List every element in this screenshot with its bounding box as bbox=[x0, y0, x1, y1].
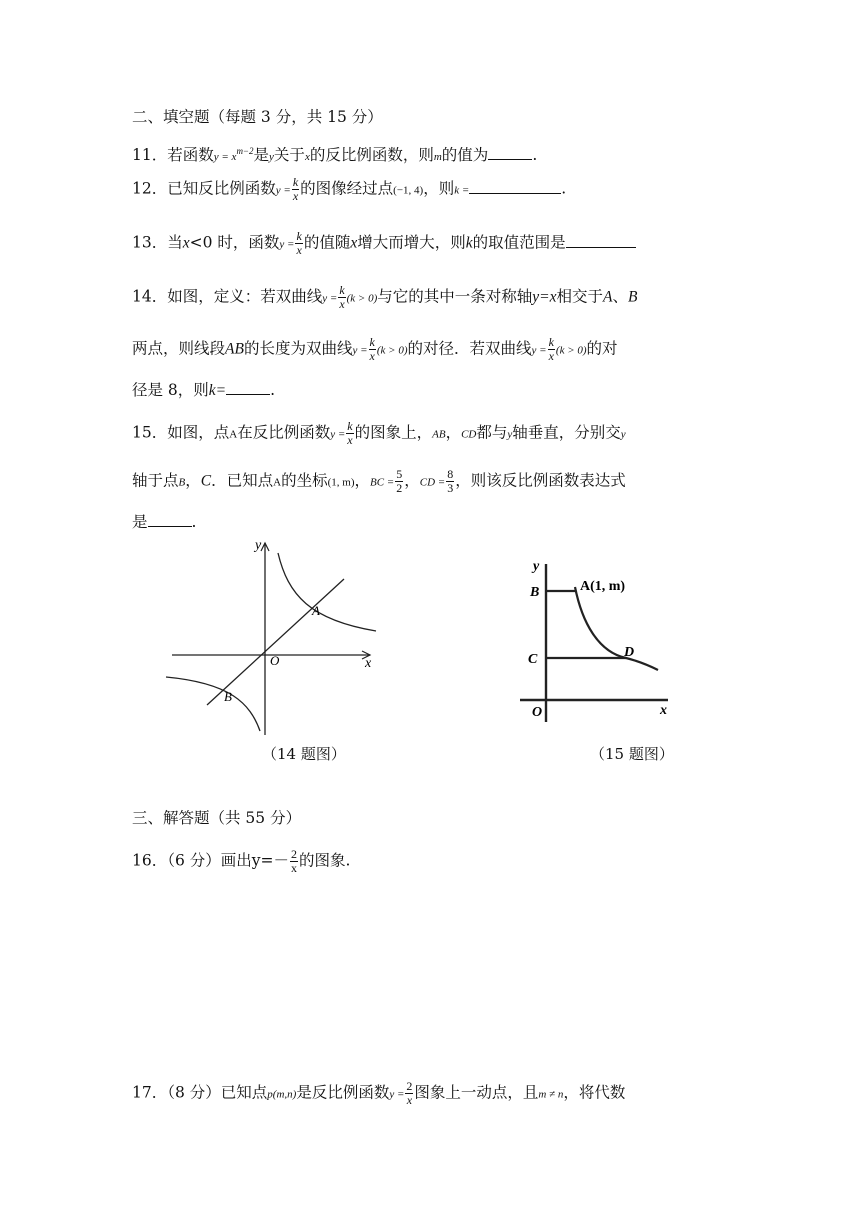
q17-text-1: 是反比例函数 bbox=[296, 1083, 390, 1102]
q14-fraction-2 bbox=[369, 336, 376, 363]
fig15-caption: （15 题图） bbox=[590, 745, 674, 763]
q14-frac-3-numerator: k bbox=[548, 335, 554, 349]
q17-score-text: （8 分）已知点 bbox=[167, 1083, 268, 1102]
q14-l2-text-1: 两点，则线段 bbox=[132, 339, 226, 358]
q15-frac-numerator: k bbox=[347, 419, 353, 433]
q12-frac-numerator: k bbox=[292, 175, 299, 189]
q16-number: 16． bbox=[132, 851, 168, 870]
q14-frac-1-numerator: k bbox=[339, 283, 345, 297]
q15-l2-text-3: 的坐标 bbox=[281, 471, 328, 490]
q13-text-2: <0 时，函数 bbox=[189, 233, 280, 252]
question-13 bbox=[132, 230, 636, 257]
q14-point-b: B bbox=[628, 288, 638, 306]
q17-number: 17． bbox=[132, 1083, 168, 1102]
question-15-line-1 bbox=[132, 420, 626, 447]
q15-l1-text-1: 如图，点 bbox=[167, 423, 230, 442]
q15-bc-lhs: BC = bbox=[370, 476, 395, 489]
q12-number: 12． bbox=[132, 179, 168, 198]
q11-text-3: 关于 bbox=[273, 146, 305, 165]
q14-condition-2: (k > 0) bbox=[376, 344, 408, 357]
q15-coordinate: (1, m) bbox=[327, 476, 355, 489]
question-14-line-3 bbox=[132, 380, 275, 401]
fig14-hyperbola-branch-2 bbox=[166, 677, 260, 731]
q11-text-5: 的值为 bbox=[441, 146, 489, 165]
q17-text-3: ，将代数 bbox=[563, 1083, 626, 1102]
figure-15 bbox=[520, 552, 680, 722]
q15-point-b: B bbox=[178, 476, 186, 489]
q15-var-y: y bbox=[507, 428, 513, 441]
q16-frac-denominator: x bbox=[291, 861, 298, 875]
fig14-label-b: B bbox=[224, 689, 232, 704]
q17-m-neq-n: m ≠ n bbox=[538, 1088, 564, 1101]
q13-var-x: x bbox=[182, 234, 190, 252]
q17-text-2: 图象上一动点，且 bbox=[414, 1083, 539, 1102]
q15-bc-denominator: 2 bbox=[396, 481, 403, 495]
q15-l3-text-1: 是 bbox=[132, 513, 148, 531]
fig14-hyperbola-branch-1 bbox=[278, 553, 376, 631]
q11-text-1: 若函数 bbox=[167, 146, 214, 165]
question-15-line-3 bbox=[132, 512, 196, 532]
q14-end: . bbox=[270, 381, 276, 399]
q15-cd-numerator: 8 bbox=[447, 467, 454, 481]
section-2-heading bbox=[132, 107, 383, 127]
question-17 bbox=[132, 1080, 625, 1107]
q14-l2-text-2: 的长度为双曲线 bbox=[243, 339, 353, 358]
q11-exponent: m−2 bbox=[236, 146, 254, 156]
q16-fraction bbox=[290, 848, 298, 875]
q14-lhs-2: y = bbox=[352, 344, 368, 357]
q16-text-2: 的图象. bbox=[299, 851, 351, 870]
fig15-label-x: x bbox=[660, 703, 667, 718]
q17-frac-denominator: x bbox=[406, 1093, 413, 1107]
q12-frac-denominator: x bbox=[292, 189, 299, 203]
q11-var-x: x bbox=[304, 151, 310, 164]
q14-lhs-3: y = bbox=[531, 344, 547, 357]
q16-frac-numerator: 2 bbox=[291, 847, 298, 861]
q13-text-5: 的取值范围是 bbox=[472, 233, 566, 252]
q14-point-a: A bbox=[603, 288, 613, 306]
q11-var-y: y bbox=[269, 151, 274, 164]
q15-comma-2: ， bbox=[185, 471, 201, 490]
q14-frac-1-denominator: x bbox=[339, 297, 345, 311]
q13-answer-blank[interactable] bbox=[566, 233, 636, 248]
q17-frac-numerator: 2 bbox=[406, 1079, 413, 1093]
question-14-line-1 bbox=[132, 284, 637, 311]
q12-text-3: ，则 bbox=[423, 179, 455, 198]
question-16 bbox=[132, 848, 350, 875]
q14-frac-2-numerator: k bbox=[369, 335, 375, 349]
q14-l1-text-1: 如图，定义：若双曲线 bbox=[167, 287, 323, 306]
q11-text-4: 的反比例函数，则 bbox=[309, 146, 434, 165]
q11-text-2: 是 bbox=[253, 146, 270, 165]
fig15-label-c: C bbox=[528, 652, 538, 667]
q14-answer-blank[interactable] bbox=[226, 380, 270, 395]
q14-fraction-1 bbox=[338, 284, 345, 311]
q15-lhs: y = bbox=[330, 428, 346, 441]
fig15-label-a: A(1, m) bbox=[580, 579, 626, 594]
q14-l2-text-4: 的对 bbox=[586, 339, 618, 358]
q15-comma-1: ， bbox=[445, 423, 462, 442]
question-15-line-2 bbox=[132, 468, 626, 495]
q14-l1-text-3: 相交于 bbox=[556, 287, 604, 306]
q13-frac-denominator: x bbox=[296, 243, 302, 257]
section-3-heading-text: 三、解答题（共 55 分） bbox=[132, 809, 302, 827]
q16-lhs: y=－ bbox=[251, 851, 290, 870]
q13-fraction bbox=[295, 230, 302, 257]
q13-text-4: 增大而增大，则 bbox=[357, 233, 466, 252]
q15-cd-denominator: 3 bbox=[447, 481, 454, 495]
q14-axis: y=x bbox=[532, 288, 557, 306]
q14-frac-3-denominator: x bbox=[548, 349, 554, 363]
q15-number: 15． bbox=[132, 423, 168, 442]
q17-lhs: y = bbox=[389, 1088, 405, 1101]
q12-text-1: 已知反比例函数 bbox=[167, 179, 276, 198]
q15-seg-cd: CD bbox=[461, 428, 477, 441]
q15-point-c: C bbox=[200, 472, 212, 490]
q15-l1-text-4: 都与 bbox=[476, 423, 508, 442]
q11-var-m: m bbox=[433, 151, 442, 164]
fig14-line-y-equals-x bbox=[207, 579, 344, 705]
q13-number: 13． bbox=[132, 233, 168, 252]
q13-lhs: y = bbox=[279, 238, 295, 251]
q15-bc-numerator: 5 bbox=[396, 467, 403, 481]
q13-text-1: 当 bbox=[167, 233, 183, 252]
q12-lhs: y = bbox=[275, 184, 291, 197]
q15-end: . bbox=[191, 513, 197, 531]
q15-point-a: A bbox=[229, 428, 238, 441]
q15-var-y-2: y bbox=[620, 428, 626, 441]
fig15-label-y: y bbox=[533, 559, 540, 574]
q12-text-2: 的图像经过点 bbox=[300, 179, 394, 198]
section-3-heading bbox=[132, 808, 301, 828]
q11-number: 11． bbox=[132, 146, 168, 165]
q13-var-k: k bbox=[465, 234, 473, 252]
fig15-label-d: D bbox=[624, 645, 635, 660]
q17-fraction bbox=[405, 1080, 413, 1107]
q15-cd-lhs: CD = bbox=[419, 476, 446, 489]
q15-seg-ab: AB bbox=[432, 428, 446, 441]
q12-end: . bbox=[561, 179, 567, 198]
fig15-label-b: B bbox=[530, 585, 540, 600]
q12-fraction bbox=[292, 176, 299, 203]
q17-point: p(m,n) bbox=[267, 1088, 297, 1101]
fig14-caption: （14 题图） bbox=[262, 745, 346, 763]
q12-answer-blank[interactable] bbox=[469, 179, 561, 194]
fig14-label-x: x bbox=[365, 656, 372, 671]
q15-point-a-2: A bbox=[273, 476, 282, 489]
question-11 bbox=[132, 141, 537, 167]
fig14-label-o: O bbox=[270, 653, 280, 668]
q15-l2-text-4: ，则该反比例函数表达式 bbox=[455, 471, 626, 490]
q15-fraction bbox=[346, 420, 353, 447]
q13-frac-numerator: k bbox=[296, 229, 302, 243]
q14-condition-1: (k > 0) bbox=[346, 292, 378, 305]
q16-score-text: （6 分）画出 bbox=[167, 851, 252, 870]
q15-comma-3: ， bbox=[354, 471, 370, 490]
fig14-label-y: y bbox=[255, 538, 262, 553]
q11-end: . bbox=[532, 146, 538, 165]
question-12 bbox=[132, 176, 566, 203]
q14-l1-text-2: 与它的其中一条对称轴 bbox=[377, 287, 533, 306]
q14-lhs-1: y = bbox=[322, 292, 338, 305]
q14-separator: 、 bbox=[612, 287, 629, 306]
q15-l1-text-2: 在反比例函数 bbox=[237, 423, 331, 442]
q15-l2-text-2: ．已知点 bbox=[211, 471, 274, 490]
q14-k-equals: k= bbox=[208, 382, 227, 399]
q15-l2-text-1: 轴于点 bbox=[132, 471, 179, 490]
q15-frac-denominator: x bbox=[347, 433, 353, 447]
section-2-heading-text: 二、填空题（每题 3 分，共 15 分） bbox=[132, 108, 383, 126]
q14-fraction-3 bbox=[548, 336, 555, 363]
q14-number: 14． bbox=[132, 287, 168, 306]
q14-segment: AB bbox=[225, 340, 244, 358]
q12-point: (−1, 4) bbox=[393, 184, 424, 197]
q12-k-equals: k = bbox=[454, 184, 470, 197]
q15-answer-blank[interactable] bbox=[148, 512, 192, 527]
q11-answer-blank[interactable] bbox=[488, 145, 532, 160]
q14-frac-2-denominator: x bbox=[369, 349, 375, 363]
q13-text-3: 的值随 bbox=[303, 233, 351, 252]
fig15-label-o: O bbox=[532, 705, 543, 720]
figure-14 bbox=[160, 535, 390, 745]
q14-condition-3: (k > 0) bbox=[555, 344, 587, 357]
fig14-label-a: A bbox=[312, 603, 320, 618]
q13-var-x-2: x bbox=[350, 234, 358, 252]
q14-l3-text-1: 径是 8，则 bbox=[132, 381, 209, 399]
q15-bc-fraction bbox=[395, 468, 403, 495]
q15-l1-text-5: 轴垂直，分别交 bbox=[512, 423, 621, 442]
q11-expr: y = x bbox=[213, 151, 237, 164]
question-14-line-2 bbox=[132, 336, 618, 363]
q15-cd-fraction bbox=[446, 468, 454, 495]
q15-l1-text-3: 的图象上， bbox=[354, 423, 433, 442]
q14-l2-text-3: 的对径．若双曲线 bbox=[407, 339, 532, 358]
q15-comma-4: ， bbox=[404, 471, 420, 490]
